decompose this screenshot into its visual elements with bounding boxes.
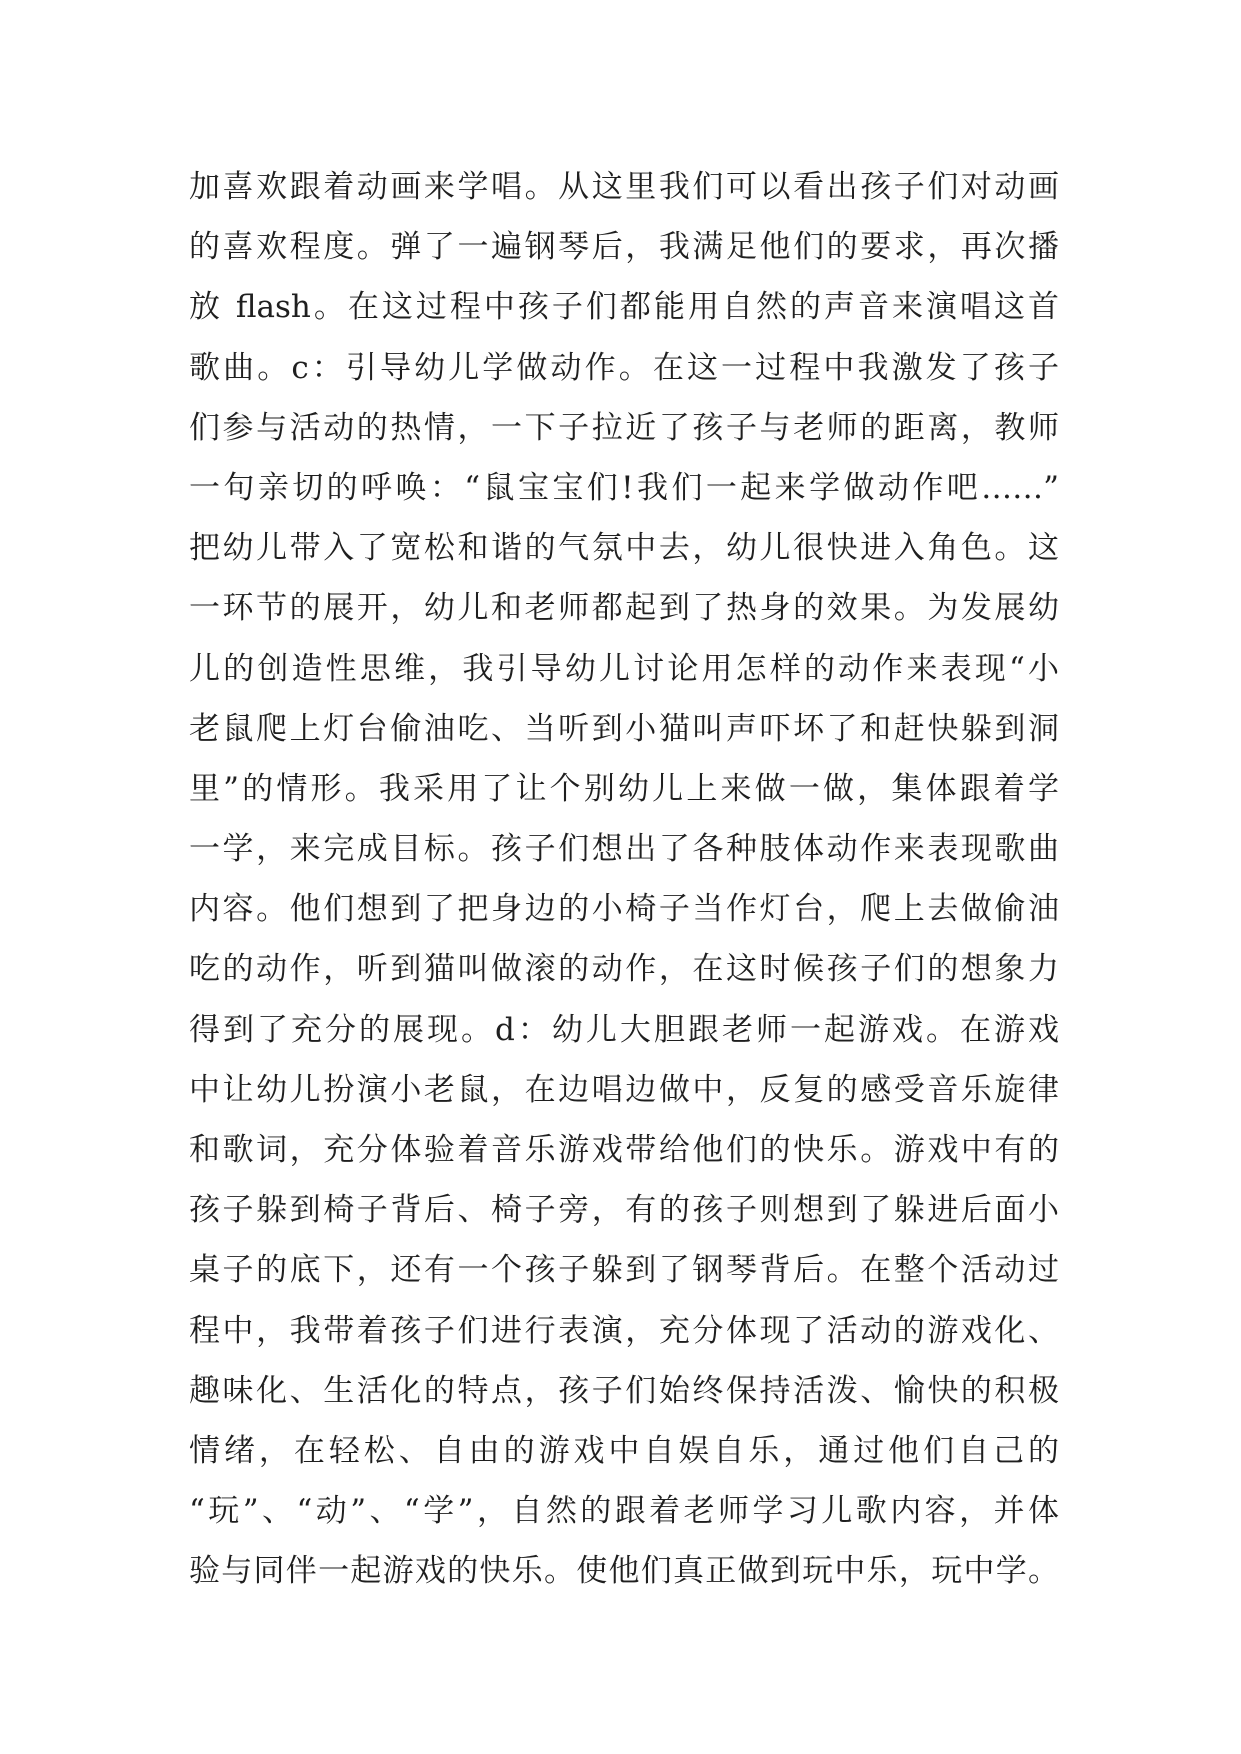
text-line: “玩”、“动”、“学”，自然的跟着老师学习儿歌内容，并体 <box>189 1493 1059 1530</box>
text-line: 趣味化、生活化的特点，孩子们始终保持活泼、愉快的积极 <box>189 1372 1059 1409</box>
text-line: 得到了充分的展现。d：幼儿大胆跟老师一起游戏。在游戏 <box>189 1011 1059 1048</box>
text-line: 里”的情形。我采用了让个别幼儿上来做一做，集体跟着学 <box>189 770 1059 807</box>
text-line: 和歌词，充分体验着音乐游戏带给他们的快乐。游戏中有的 <box>189 1132 1059 1168</box>
text-line: 的喜欢程度。弹了一遍钢琴后，我满足他们的要求，再次播 <box>189 229 1059 266</box>
text-line: 桌子的底下，还有一个孩子躲到了钢琴背后。在整个活动过 <box>189 1252 1059 1289</box>
text-line: 把幼儿带入了宽松和谐的气氛中去，幼儿很快进入角色。这 <box>189 530 1059 567</box>
text-line: 内容。他们想到了把身边的小椅子当作灯台，爬上去做偷油 <box>189 891 1059 928</box>
text-line: 吃的动作，听到猫叫做滚的动作，在这时候孩子们的想象力 <box>189 951 1059 988</box>
body-text <box>189 157 1059 1602</box>
text-line: 情绪，在轻松、自由的游戏中自娱自乐，通过他们自己的 <box>189 1432 1059 1469</box>
text-line: 验与同伴一起游戏的快乐。使他们真正做到玩中乐，玩中学。 <box>189 1553 1059 1590</box>
text-line: 们参与活动的热情，一下子拉近了孩子与老师的距离，教师 <box>189 409 1059 446</box>
text-line: 儿的创造性思维，我引导幼儿讨论用怎样的动作来表现“小 <box>189 650 1059 687</box>
text-line: 一学，来完成目标。孩子们想出了各种肢体动作来表现歌曲 <box>189 831 1059 868</box>
text-line: 一环节的展开，幼儿和老师都起到了热身的效果。为发展幼 <box>189 590 1059 627</box>
text-line: 加喜欢跟着动画来学唱。从这里我们可以看出孩子们对动画 <box>189 169 1059 205</box>
text-line: 歌曲。c：引导幼儿学做动作。在这一过程中我激发了孩子 <box>189 349 1059 386</box>
text-line: 中让幼儿扮演小老鼠，在边唱边做中，反复的感受音乐旋律 <box>189 1071 1059 1108</box>
text-line: 一句亲切的呼唤：“鼠宝宝们!我们一起来学做动作吧……” <box>189 469 1059 506</box>
text-line: 放 flash。在这过程中孩子们都能用自然的声音来演唱这首 <box>189 289 1059 326</box>
text-line: 孩子躲到椅子背后、椅子旁，有的孩子则想到了躲进后面小 <box>189 1192 1059 1229</box>
text-line: 老鼠爬上灯台偷油吃、当听到小猫叫声吓坏了和赶快躲到洞 <box>189 710 1059 747</box>
text-line: 程中，我带着孩子们进行表演，充分体现了活动的游戏化、 <box>189 1312 1059 1349</box>
